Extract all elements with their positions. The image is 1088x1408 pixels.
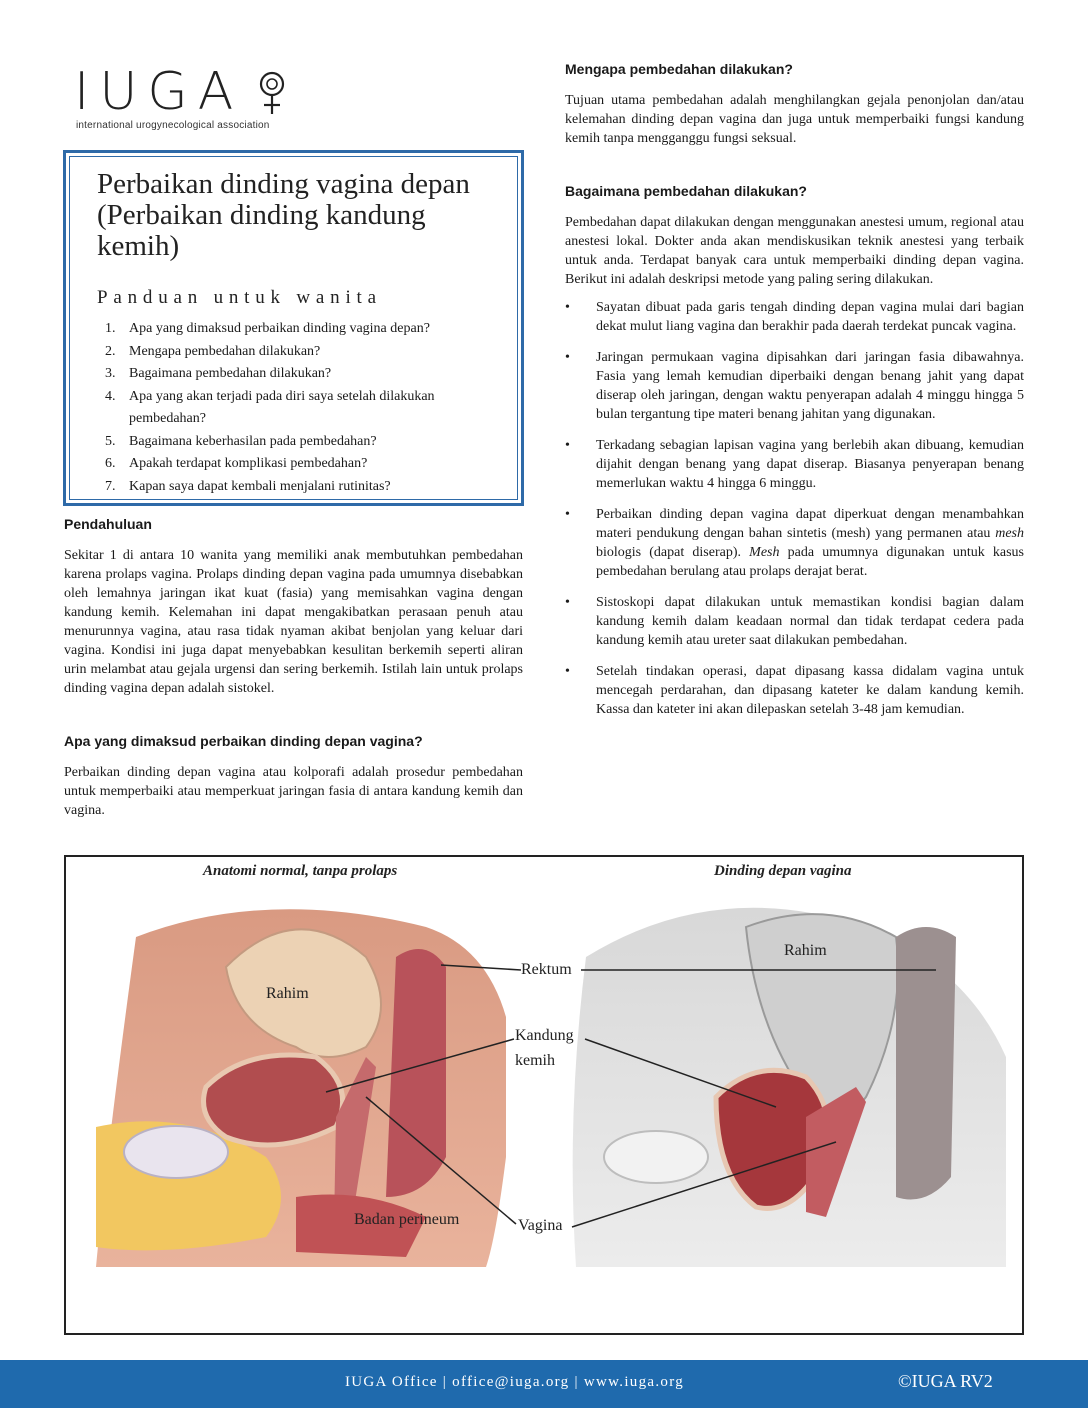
figure-caption-right: Dinding depan vagina	[714, 863, 852, 879]
toc-item: 4. Apa yang akan terjadi pada diri saya setelah dilakukan pembedahan?	[105, 388, 435, 426]
footer-contact: IUGA Office | office@iuga.org | www.iuga.org	[345, 1374, 685, 1390]
list-item: • Sayatan dibuat pada garis tengah dinding depan vagina mulai dari bagian dekat mulut liang vagina dan berakhir pada daerah terdekat puncak vagina.	[565, 298, 1024, 336]
title-box	[63, 150, 524, 506]
toc-item: 2. Mengapa pembedahan dilakukan?	[105, 343, 321, 359]
list-item: • Jaringan permukaan vagina dipisahkan dari jaringan fasia dibawahnya. Fasia yang lemah kemudian diperbaiki dengan benang jahit yang dapat diserap oleh jaringan, dengan waktu penyerapan adalah 4 minggu hingga 5 bulan tergantung tipe materi benang jahitan yang digunakan.	[565, 348, 1024, 424]
table-of-contents	[97, 318, 493, 498]
list-item: • Perbaikan dinding depan vagina dapat diperkuat dengan menambahkan materi pendukung dengan bahan sintetis (mesh) yang permanen atau mesh biologis (dapat diserap). Mesh pada umumnya digunakan untuk kasus pembedahan berulang atau prolaps derajat berat.	[565, 505, 1024, 581]
toc-item: 1. Apa yang dimaksud perbaikan dinding vagina depan?	[105, 321, 430, 336]
toc-item: 6. Apakah terdapat komplikasi pembedahan?	[105, 456, 368, 471]
label-kandung: Kandung	[515, 1027, 574, 1044]
right-column	[565, 60, 1024, 731]
iuga-logo	[74, 62, 304, 136]
document-title: Perbaikan dinding vagina depan (Perbaikan dinding kandung kemih)	[97, 168, 470, 262]
method-list	[565, 298, 1024, 719]
pubic-bone-left	[124, 1126, 228, 1178]
how-paragraph: Pembedahan dapat dilakukan dengan menggunakan anestesi umum, regional atau anestesi lokal. Dokter anda akan mendiskusikan teknik anestesi yang terbaik untuk anda. Terdapat banyak cara untuk memperbaiki dinding depan vagina. Berikut ini adalah deskripsi metode yang paling sering dilakukan.	[565, 215, 1024, 287]
intro-heading: Pendahuluan	[64, 516, 152, 532]
anatomy-illustration	[66, 857, 1024, 1335]
document-subtitle: Panduan untuk wanita	[97, 287, 382, 308]
label-vagina: Vagina	[518, 1217, 563, 1234]
logo-wordmark: IUGA	[74, 62, 244, 122]
list-item: • Terkadang sebagian lapisan vagina yang berlebih akan dibuang, kemudian dijahit dengan benang yang dapat diserap. Biasanya penyerapan benang memerlukan waktu 4 hingga 6 minggu.	[565, 436, 1024, 493]
toc-item: 7. Kapan saya dapat kembali menjalani rutinitas?	[105, 478, 391, 494]
figure-caption-left: Anatomi normal, tanpa prolaps	[203, 863, 398, 879]
anatomy-figure	[64, 855, 1024, 1335]
label-rahim-right: Rahim	[784, 942, 827, 959]
left-column	[64, 515, 523, 820]
toc-item: 5. Bagaimana keberhasilan pada pembedahan?	[105, 433, 377, 449]
rectum-right	[896, 927, 956, 1200]
how-heading: Bagaimana pembedahan dilakukan?	[565, 183, 807, 199]
label-badan-perineum: Badan perineum	[354, 1211, 460, 1228]
label-rektum: Rektum	[521, 961, 572, 978]
toc-item: 3. Bagaimana pembedahan dilakukan?	[105, 366, 332, 381]
why-paragraph: Tujuan utama pembedahan adalah menghilangkan gejala penonjolan dan/atau kelemahan dinding depan vagina dan juga untuk memperbaiki fungsi kandung kemih tanpa mengganggu fungsi seksual.	[565, 93, 1024, 146]
what-heading: Apa yang dimaksud perbaikan dinding depan vagina?	[64, 733, 423, 749]
label-kemih: kemih	[515, 1052, 555, 1069]
female-symbol-icon	[256, 70, 288, 122]
why-heading: Mengapa pembedahan dilakukan?	[565, 61, 793, 77]
footer-copyright: ©IUGA RV2	[898, 1371, 993, 1391]
label-rahim-left: Rahim	[266, 985, 309, 1002]
list-item: • Sistoskopi dapat dilakukan untuk memastikan kondisi bagian dalam kandung kemih dalam keadaan normal dan tidak terdapat cedera pada kandung kemih atau ureter saat dilakukan pembedahan.	[565, 593, 1024, 650]
logo-tagline: international urogynecological association	[76, 120, 270, 131]
intro-paragraph: Sekitar 1 di antara 10 wanita yang memiliki anak membutuhkan pembedahan karena prolaps vagina. Prolaps dinding depan vagina pada umumnya disebabkan oleh lemahnya jaringan ikat kuat (fasia) yang memisahkan vagina dengan kandung kemih. Kelemahan ini dapat mengakibatkan perasaan penuh atau menurunnya vagina, atau rasa tidak nyaman akibat benjolan yang keluar dari vagina. Kondisi ini juga dapat menyebabkan kesulitan berkemih seperti aliran urin melambat atau gejala urgensi dan sering berkemih. Istilah lain untuk prolaps dinding vagina depan adalah sistokel.	[64, 548, 523, 696]
what-paragraph: Perbaikan dinding depan vagina atau kolporafi adalah prosedur pembedahan untuk memperbaiki atau memperkuat jaringan fasia di antara kandung kemih dan vagina.	[64, 765, 523, 818]
footer-bar	[0, 1360, 1088, 1408]
pubic-bone-right	[604, 1131, 708, 1183]
list-item: • Setelah tindakan operasi, dapat dipasang kassa didalam vagina untuk mencegah perdarahan, dan dipasang kateter ke dalam kandung kemih. Kassa dan kateter ini akan dilepaskan setelah 3-48 jam kemudian.	[565, 662, 1024, 719]
